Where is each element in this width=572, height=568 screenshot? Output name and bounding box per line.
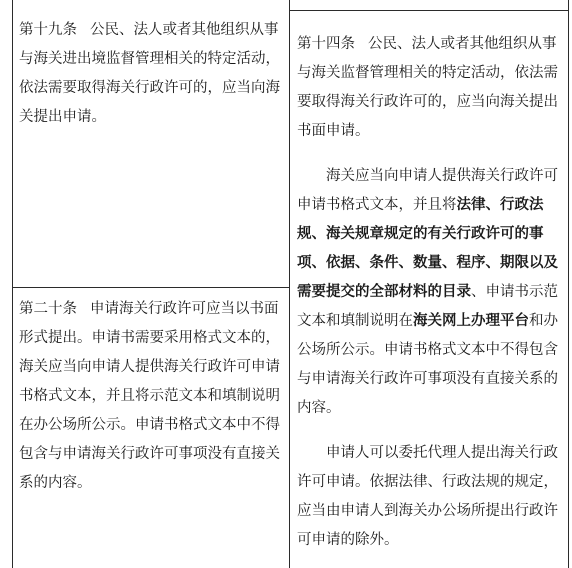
article-20-body: 申请海关行政许可应当以书面形式提出。申请书需要采用格式文本的，海关应当向申请人提供海关行政许可申请书格式文本，并且将示范文本和填制说明在办公场所公示。申请书格式文本中不得包含与申请海关行政许可事项没有直接关系的内容。: [19, 301, 280, 491]
article-19-paragraph: [19, 16, 284, 132]
table-border-left: [12, 0, 13, 568]
cell-article-19: [19, 16, 284, 132]
cell-article-14: [297, 30, 559, 555]
cell-article-20: [19, 295, 284, 498]
row-divider-right: [289, 10, 569, 11]
para2-text-1: 海关应当向申请人提供海关行政许可申请书格式文本，并且将: [297, 168, 558, 213]
table-border-right: [568, 0, 569, 568]
row-divider-left: [12, 287, 289, 288]
para2-text-3: 和办公场所公示。申请书格式文本中不得包含与申请海关行政许可事项没有直接关系的内容。: [297, 313, 558, 416]
para2-text-2: 、申请书示范文本和填制说明在: [297, 284, 558, 329]
article-19-body: 公民、法人或者其他组织从事与海关进出境监督管理相关的特定活动，依法需要取得海关行政许可的，应当向海关提出申请。: [19, 22, 280, 125]
article-14-heading: 第十四条: [297, 36, 355, 52]
article-14-body: 公民、法人或者其他组织从事与海关监督管理相关的特定活动，依法需要取得海关行政许可的，应当向海关提出书面申请。: [297, 36, 558, 139]
article-14-paragraph: [297, 30, 559, 146]
column-divider: [289, 0, 290, 568]
article-14-paragraph-3: 申请人可以委托代理人提出海关行政许可申请。依据法律、行政法规的规定，应当由申请人到海关办公场所提出行政许可申请的除外。: [297, 445, 558, 548]
article-14-paragraph-2: [297, 162, 559, 423]
article-20-heading: 第二十条: [19, 301, 77, 317]
article-19-heading: 第十九条: [19, 22, 77, 38]
para2-bold-2: 海关网上办理平台: [413, 313, 529, 329]
para2-bold-1: 法律、行政法规、海关规章规定的有关行政许可的事项、依据、条件、数量、程序、期限以及需要提交的全部材料的目录: [297, 197, 558, 300]
article-20-paragraph: [19, 295, 284, 498]
